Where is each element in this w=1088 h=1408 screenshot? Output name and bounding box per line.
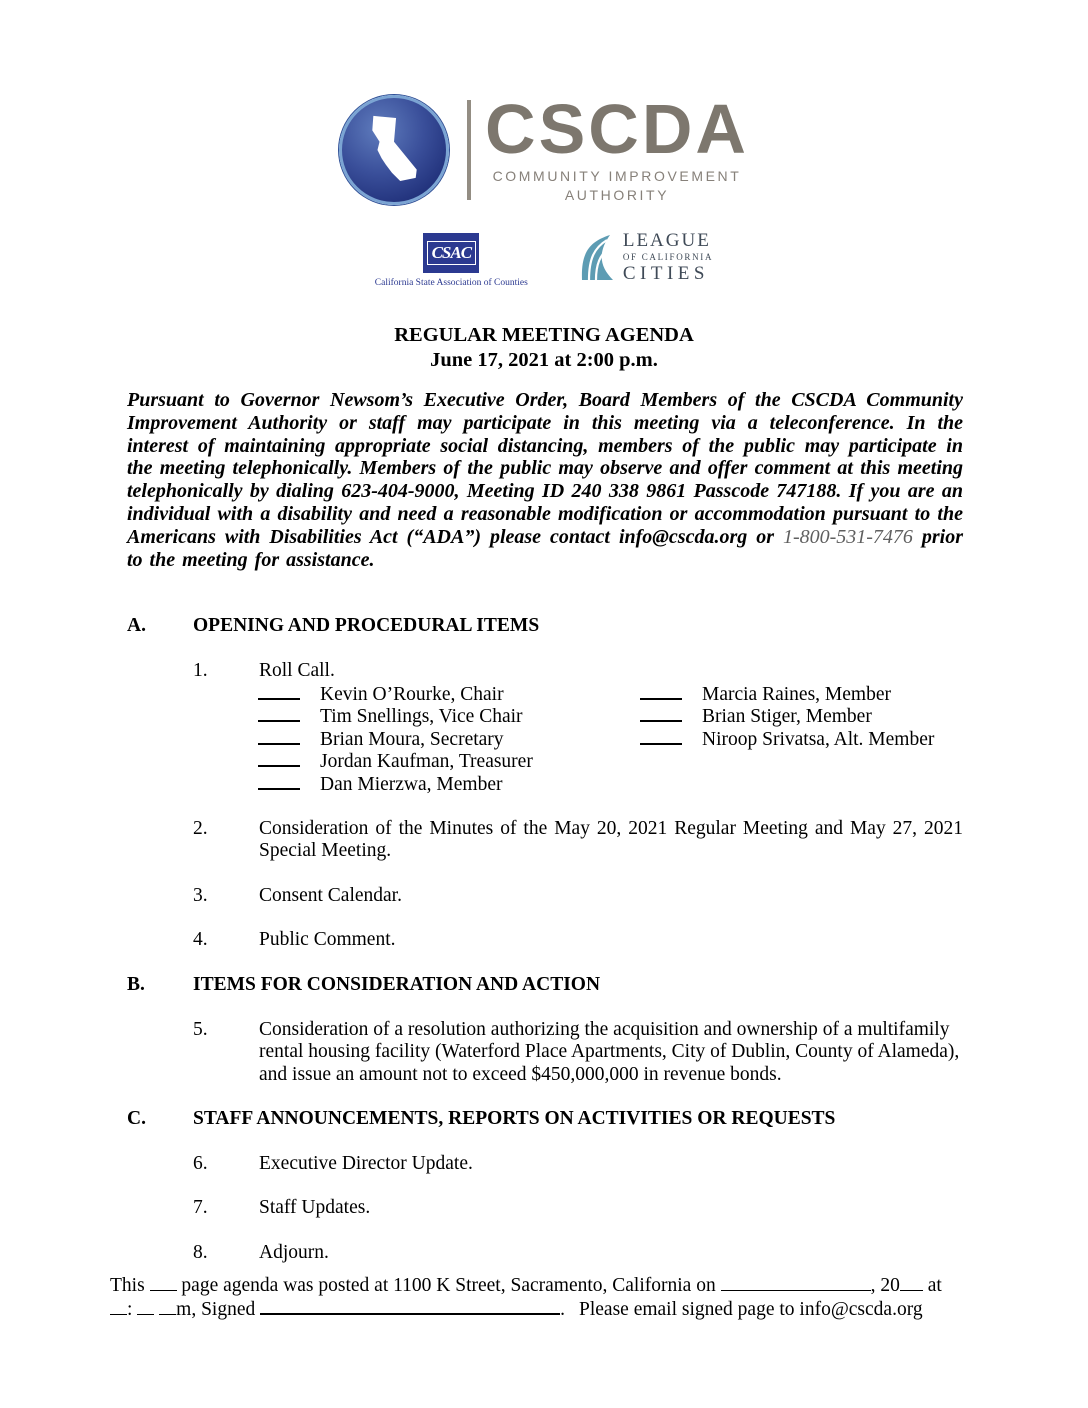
attendance-blank-line (258, 705, 300, 722)
signature-blank (260, 1298, 560, 1315)
league-logo (580, 231, 713, 283)
teleconference-notice (127, 389, 963, 571)
section-heading-c (127, 1108, 963, 1131)
roll-call-entry (640, 705, 934, 728)
csac-acronym: CSAC (431, 243, 472, 262)
posting-text: . (560, 1299, 566, 1320)
agenda-item-6 (193, 1153, 963, 1176)
league-line2: OF CALIFORNIA (622, 252, 714, 262)
california-globe-icon (339, 95, 449, 205)
section-heading-a (127, 615, 963, 638)
section-title: STAFF ANNOUNCEMENTS, REPORTS ON ACTIVITIES OR REQUESTS (193, 1108, 836, 1130)
agenda-item-8 (193, 1242, 963, 1265)
posting-minute-blank (137, 1298, 154, 1315)
agenda-item-1 (193, 660, 963, 683)
attendance-blank-line (258, 773, 300, 790)
item-text: Consent Calendar. (259, 884, 402, 906)
item-text: Consideration of a resolution authorizing the acquisition and ownership of a multifamily rental housing facility (Waterford Place Apartments, City of Dublin, County of Alameda), and issue an amount not to exceed $450,000,000 in revenue bonds. (259, 1018, 960, 1085)
email-instruction: Please email signed page to info@cscda.org (579, 1299, 923, 1320)
notice-text-2: prior to the meeting for assistance. (127, 525, 963, 571)
league-line1: LEAGUE (622, 230, 711, 251)
meeting-datetime: June 17, 2021 at 2:00 p.m. (430, 349, 658, 371)
item-number: 1. (193, 659, 208, 681)
posting-text: page agenda was posted at 1100 K Street, Sacramento, California on (181, 1275, 716, 1296)
agenda-item-3 (193, 885, 963, 908)
attendance-blank-line (258, 683, 300, 700)
member-name: Marcia Raines, Member (702, 683, 891, 705)
brand-tagline-1: COMMUNITY IMPROVEMENT (492, 168, 742, 185)
member-name: Tim Snellings, Vice Chair (320, 706, 523, 728)
item-number: 3. (193, 884, 208, 906)
roll-call-right-column (640, 683, 934, 796)
posting-text: , 20 (870, 1275, 900, 1296)
roll-call-entry (640, 728, 934, 751)
item-text: Adjourn. (259, 1242, 329, 1264)
posting-text: at (927, 1275, 942, 1296)
csac-logo-icon (423, 233, 479, 273)
meeting-title: REGULAR MEETING AGENDA (394, 324, 694, 346)
cscda-logo (0, 0, 1088, 205)
agenda-item-5 (193, 1019, 963, 1087)
roll-call-left-column (258, 683, 640, 796)
item-number: 8. (193, 1242, 208, 1264)
item-text: Public Comment. (259, 929, 396, 951)
section-letter: B. (127, 973, 145, 995)
posting-hour-blank (110, 1298, 127, 1315)
section-letter: A. (127, 615, 146, 637)
item-number: 7. (193, 1197, 208, 1219)
roll-call-entry (258, 683, 640, 706)
logo-divider (467, 100, 471, 200)
page-count-blank (150, 1274, 177, 1291)
member-name: Kevin O’Rourke, Chair (320, 683, 504, 705)
attendance-blank-line (258, 750, 300, 767)
roll-call-list (258, 683, 963, 796)
item-text: Staff Updates. (259, 1197, 371, 1219)
attendance-blank-line (640, 705, 682, 722)
posting-certification (110, 1274, 982, 1322)
roll-call-entry (258, 750, 640, 773)
notice-phone-number: 1-800-531-7476 (782, 525, 913, 548)
csac-caption: California State Association of Counties (374, 278, 528, 288)
item-text: Executive Director Update. (259, 1152, 473, 1174)
member-name: Dan Mierzwa, Member (320, 773, 503, 795)
attendance-blank-line (258, 728, 300, 745)
member-name: Niroop Srivatsa, Alt. Member (702, 728, 935, 750)
posting-text: m, Signed (176, 1299, 256, 1320)
agenda-body (127, 615, 963, 1264)
agenda-item-4 (193, 929, 963, 952)
roll-call-entry (258, 773, 640, 796)
attendance-blank-line (640, 728, 682, 745)
item-text: Roll Call. (259, 659, 335, 681)
brand-acronym: CSCDA (485, 89, 749, 168)
document-title (0, 323, 1088, 373)
member-name: Jordan Kaufman, Treasurer (320, 751, 533, 773)
league-logo-text (623, 231, 713, 283)
item-text: Consideration of the Minutes of the May 20, 2021 Regular Meeting and May 27, 2021 Special Meeting. (259, 817, 963, 862)
partner-logos (0, 231, 1088, 297)
california-state-icon (363, 110, 425, 190)
section-letter: C. (127, 1108, 146, 1130)
posting-ampm-blank (159, 1298, 176, 1315)
item-number: 6. (193, 1152, 208, 1174)
member-name: Brian Moura, Secretary (320, 728, 504, 750)
member-name: Brian Stiger, Member (702, 706, 872, 728)
brand-tagline-2: AUTHORITY (564, 187, 670, 204)
item-number: 2. (193, 817, 208, 839)
notice-text-1: Pursuant to Governor Newsom’s Executive Order, Board Members of the CSCDA Community Improvement Authority or staff may participate in this meeting via a teleconference. In the interest of maintaining appropriate social distancing, members of the public may participate in the meeting telephonically. Members of the public may observe and offer comment at this meeting telephonically by dialing 623-404-9000, Meeting ID 240 338 9861 Passcode 747188. If you are an individual with a disability and need a reasonable modification or accommodation pursuant to the Americans with Disabilities Act (“ADA”) please contact info@cscda.org or (127, 389, 963, 548)
agenda-item-2 (193, 818, 963, 863)
item-number: 5. (193, 1018, 208, 1040)
attendance-blank-line (640, 683, 682, 700)
roll-call-entry (258, 728, 640, 751)
brand-wordmark (485, 89, 749, 204)
item-number: 4. (193, 929, 208, 951)
section-title: ITEMS FOR CONSIDERATION AND ACTION (193, 973, 601, 995)
posting-line-2 (110, 1298, 982, 1322)
csac-logo (375, 233, 528, 288)
posting-date-blank (721, 1274, 871, 1291)
agenda-item-7 (193, 1197, 963, 1220)
roll-call-entry (258, 705, 640, 728)
posting-year-blank (900, 1274, 923, 1291)
league-line3: CITIES (622, 263, 709, 284)
section-title: OPENING AND PROCEDURAL ITEMS (193, 615, 540, 637)
posting-text: : (127, 1299, 133, 1320)
roll-call-entry (640, 683, 934, 706)
section-heading-b (127, 974, 963, 997)
posting-text: This (110, 1275, 145, 1296)
posting-line-1 (110, 1274, 982, 1298)
league-wave-icon (580, 232, 614, 282)
